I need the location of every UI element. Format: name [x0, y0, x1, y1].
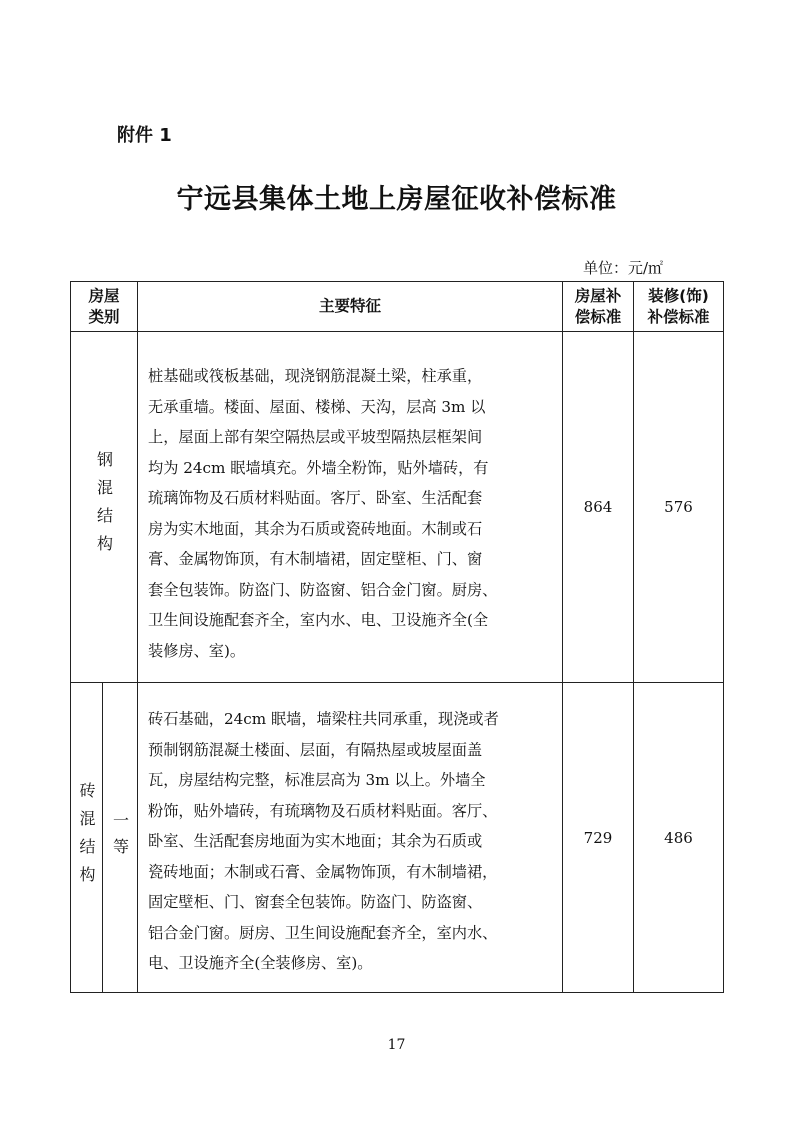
row2-grade: 一等: [110, 811, 130, 864]
row2-grade-cell: [102, 682, 138, 993]
header-house-comp: [562, 281, 634, 332]
row2-feature-line: 固定壁柜、门、窗套全包装饰。防盗门、防盗窗、: [148, 893, 483, 911]
row1-feature-line: 套全包装饰。防盗门、防盗窗、铝合金门窗。厨房、: [148, 580, 498, 599]
row2-feature-line: 瓷砖地面；木制或石膏、金属物饰顶，有木制墙裙，: [148, 862, 498, 881]
header-features-label: 主要特征: [318, 297, 381, 315]
row2-house-comp-value: 729: [583, 828, 613, 847]
row2-feature-line: 铝合金门窗。厨房、卫生间设施配套齐全，室内水、: [148, 923, 498, 942]
row1-deco-comp: [633, 331, 724, 683]
header-deco-comp-line1: 装修(饰): [648, 286, 709, 305]
row2-feature-line: 电、卫设施齐全(全装修房、室)。: [148, 954, 373, 972]
row1-category: 钢混结构: [94, 451, 114, 563]
header-house-comp-line1: 房屋补: [574, 286, 622, 305]
attachment-label: 附件 1: [117, 125, 172, 146]
row1-features: [137, 361, 563, 666]
row1-category-cell: [70, 331, 138, 683]
header-features: [137, 281, 563, 332]
row1-feature-line: 卫生间设施配套齐全，室内水、电、卫设施齐全(全: [148, 611, 489, 629]
header-deco-comp: [633, 281, 724, 332]
row1-feature-line: 无承重墙。楼面、屋面、楼梯、天沟，层高 3m 以: [148, 397, 486, 416]
row2-category: 砖混结构: [77, 781, 96, 894]
header-deco-comp-line2: 补偿标准: [647, 307, 710, 326]
row2-deco-comp: [633, 682, 724, 993]
row2-house-comp: [562, 682, 634, 993]
row1-feature-line: 装修房、室)。: [148, 641, 246, 660]
row1-house-comp: [562, 331, 634, 683]
row2-feature-line: 卧室、生活配套房地面为实木地面；其余为石质或: [148, 832, 483, 850]
header-category-line1: 房屋: [88, 286, 120, 305]
row1-feature-line: 膏、金属物饰顶，有木制墙裙，固定壁柜、门、窗: [148, 550, 483, 568]
header-category: [70, 281, 138, 332]
row2-feature-line: 粉饰，贴外墙砖，有琉璃物及石质材料贴面。客厅、: [148, 801, 498, 820]
row1-feature-line: 上，屋面上部有架空隔热层或平坡型隔热层框架间: [148, 428, 483, 446]
row2-deco-comp-value: 486: [664, 828, 693, 847]
row2-category-cell: [70, 682, 103, 993]
row2-feature-line: 砖石基础，24cm 眠墙，墙梁柱共同承重，现浇或者: [148, 710, 499, 728]
row1-feature-line: 桩基础或筏板基础，现浇钢筋混凝土梁，柱承重，: [148, 367, 483, 385]
header-house-comp-line2: 偿标准: [574, 307, 622, 326]
row1-deco-comp-value: 576: [664, 498, 693, 516]
unit-label: 单位：元/㎡: [583, 259, 664, 277]
row1-feature-line: 房为实木地面，其余为石质或瓷砖地面。木制或石: [148, 519, 483, 538]
row1-feature-line: 均为 24cm 眠墙填充。外墙全粉饰，贴外墙砖，有: [148, 458, 489, 477]
header-category-line2: 类别: [88, 307, 120, 326]
row2-feature-line: 瓦，房屋结构完整，标准层高为 3m 以上。外墙全: [148, 771, 486, 789]
row1-feature-line: 琉璃饰物及石质材料贴面。客厅、卧室、生活配套: [148, 489, 483, 507]
row1-house-comp-value: 864: [583, 498, 613, 516]
row2-features: [137, 704, 563, 979]
page-number: 17: [387, 1037, 406, 1053]
document-title: 宁远县集体土地上房屋征收补偿标准: [176, 184, 617, 215]
row2-feature-line: 预制钢筋混凝土楼面、层面，有隔热屋或坡屋面盖: [148, 740, 483, 759]
